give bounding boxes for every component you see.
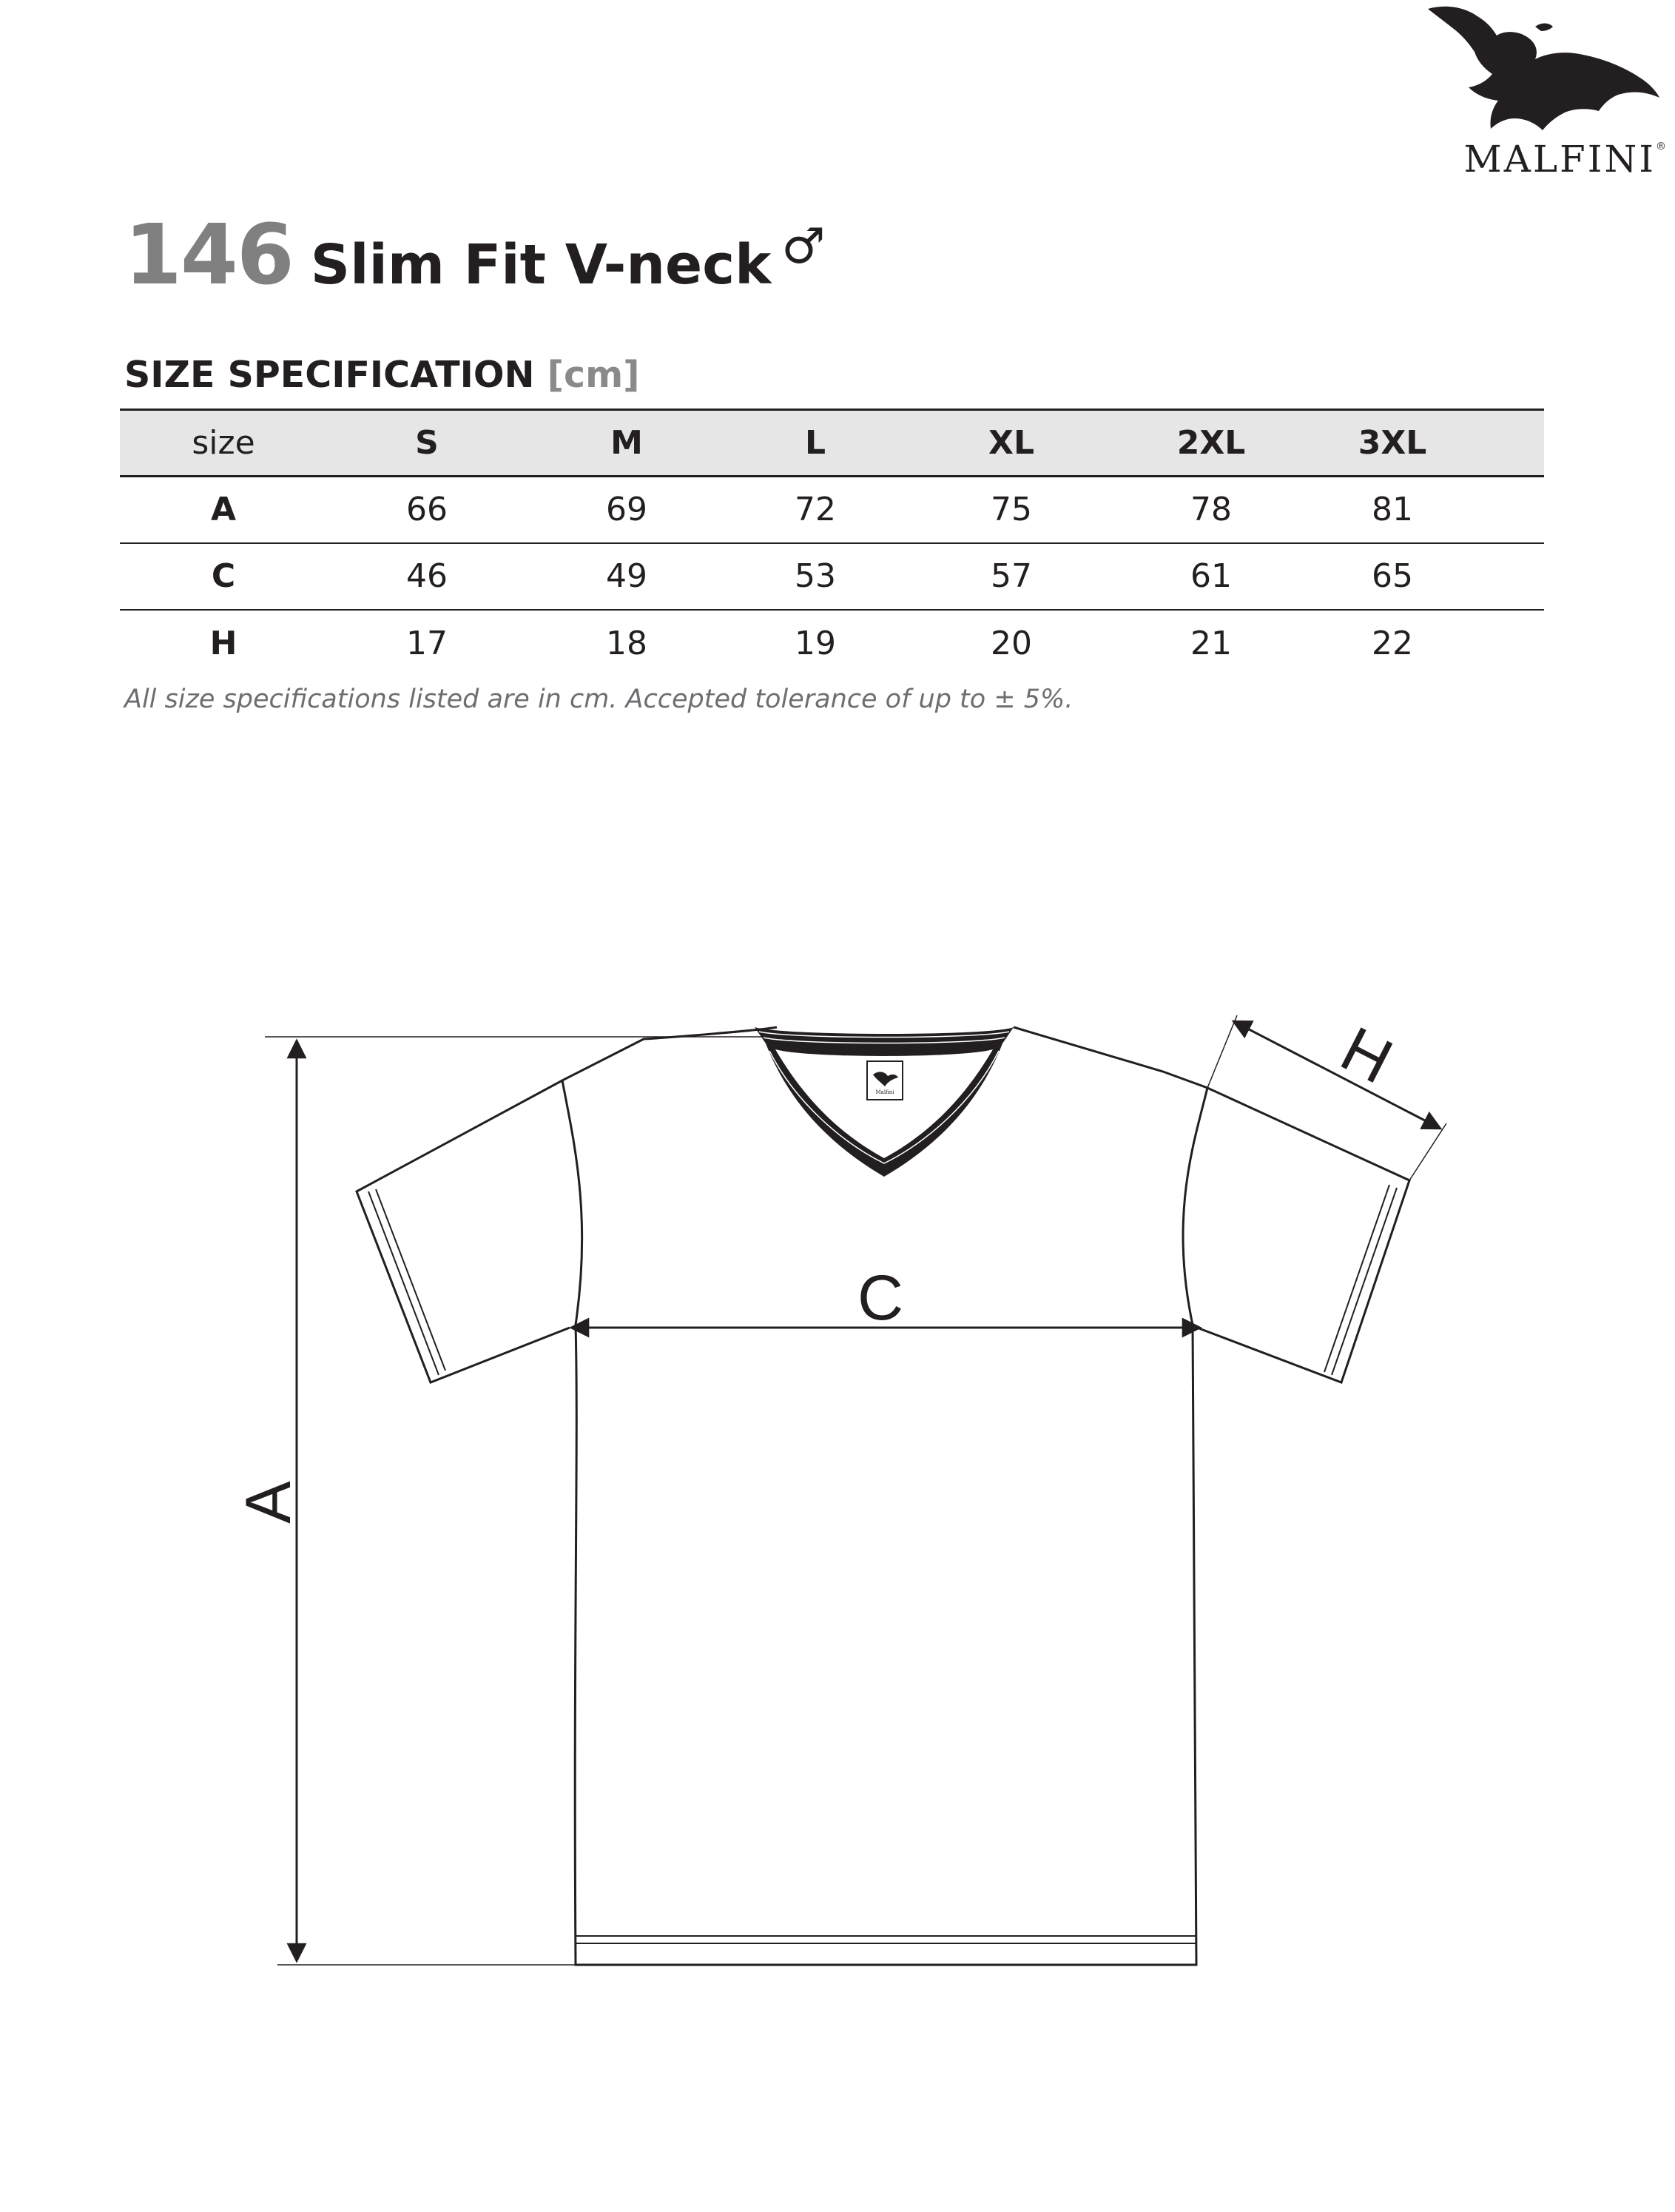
- column-spacer: [1481, 410, 1544, 477]
- column-header: M: [610, 424, 643, 462]
- brand-name: MALFINI: [1463, 138, 1656, 181]
- row-label: C: [211, 557, 236, 595]
- tolerance-note: All size specifications listed are in cm. Accepted tolerance of up to ± 5%.: [124, 685, 1074, 714]
- label-a: A: [233, 1481, 304, 1524]
- table-cell: 17: [406, 624, 448, 662]
- table-cell: 53: [795, 557, 836, 595]
- dimension-c: [571, 1263, 1200, 1334]
- eagle-logo-icon: [1424, 0, 1661, 133]
- table-cell: 21: [1190, 624, 1232, 662]
- column-header: 2XL: [1176, 424, 1246, 462]
- neck-tag-text: Malfini: [875, 1089, 894, 1095]
- table-cell: 57: [991, 557, 1032, 595]
- column-header: XL: [988, 424, 1034, 462]
- table-row: [120, 477, 1544, 543]
- table-cell: 81: [1372, 491, 1413, 529]
- product-number: 146: [124, 207, 293, 303]
- table-row: [120, 543, 1544, 610]
- table-cell: 19: [795, 624, 836, 662]
- column-header: 3XL: [1358, 424, 1427, 462]
- spec-unit: [cm]: [547, 354, 640, 396]
- column-header: S: [415, 424, 439, 462]
- table-cell: 22: [1372, 624, 1413, 662]
- dimension-a: [233, 1037, 762, 1965]
- size-table: [120, 409, 1544, 676]
- table-cell: 20: [991, 624, 1032, 662]
- column-header: L: [804, 424, 826, 462]
- vneck-collar: [755, 1027, 1014, 1177]
- table-cell: 61: [1190, 557, 1232, 595]
- row-label: A: [210, 491, 237, 529]
- table-cell: 46: [406, 557, 448, 595]
- spec-heading-text: SIZE SPECIFICATION: [124, 354, 535, 396]
- bottom-hem: [576, 1936, 1196, 1943]
- tshirt-diagram: [0, 962, 1675, 2043]
- table-cell: 75: [991, 491, 1032, 529]
- table-row: [120, 610, 1544, 676]
- table-cell: 72: [795, 491, 836, 529]
- label-h: H: [1329, 1013, 1403, 1098]
- row-label: H: [209, 624, 237, 662]
- table-cell: 78: [1190, 491, 1232, 529]
- product-name: Slim Fit V-neck: [310, 233, 772, 297]
- table-cell-spacer: [1481, 477, 1544, 543]
- product-title: [124, 207, 825, 303]
- table-cell-spacer: [1481, 610, 1544, 676]
- table-cell: 18: [606, 624, 647, 662]
- table-cell: 65: [1372, 557, 1413, 595]
- dimension-h: [1207, 1013, 1446, 1180]
- registered-mark: ®: [1656, 141, 1668, 152]
- brand-logo: [1402, 0, 1675, 185]
- table-cell-spacer: [1481, 543, 1544, 610]
- label-c: C: [857, 1263, 904, 1334]
- table-cell: 66: [406, 491, 448, 529]
- spec-heading: [124, 354, 640, 396]
- table-cell: 49: [606, 557, 647, 595]
- column-header: size: [192, 424, 255, 462]
- table-header-row: [120, 410, 1544, 477]
- table-cell: 69: [606, 491, 647, 529]
- male-symbol-icon: ♂: [781, 218, 826, 275]
